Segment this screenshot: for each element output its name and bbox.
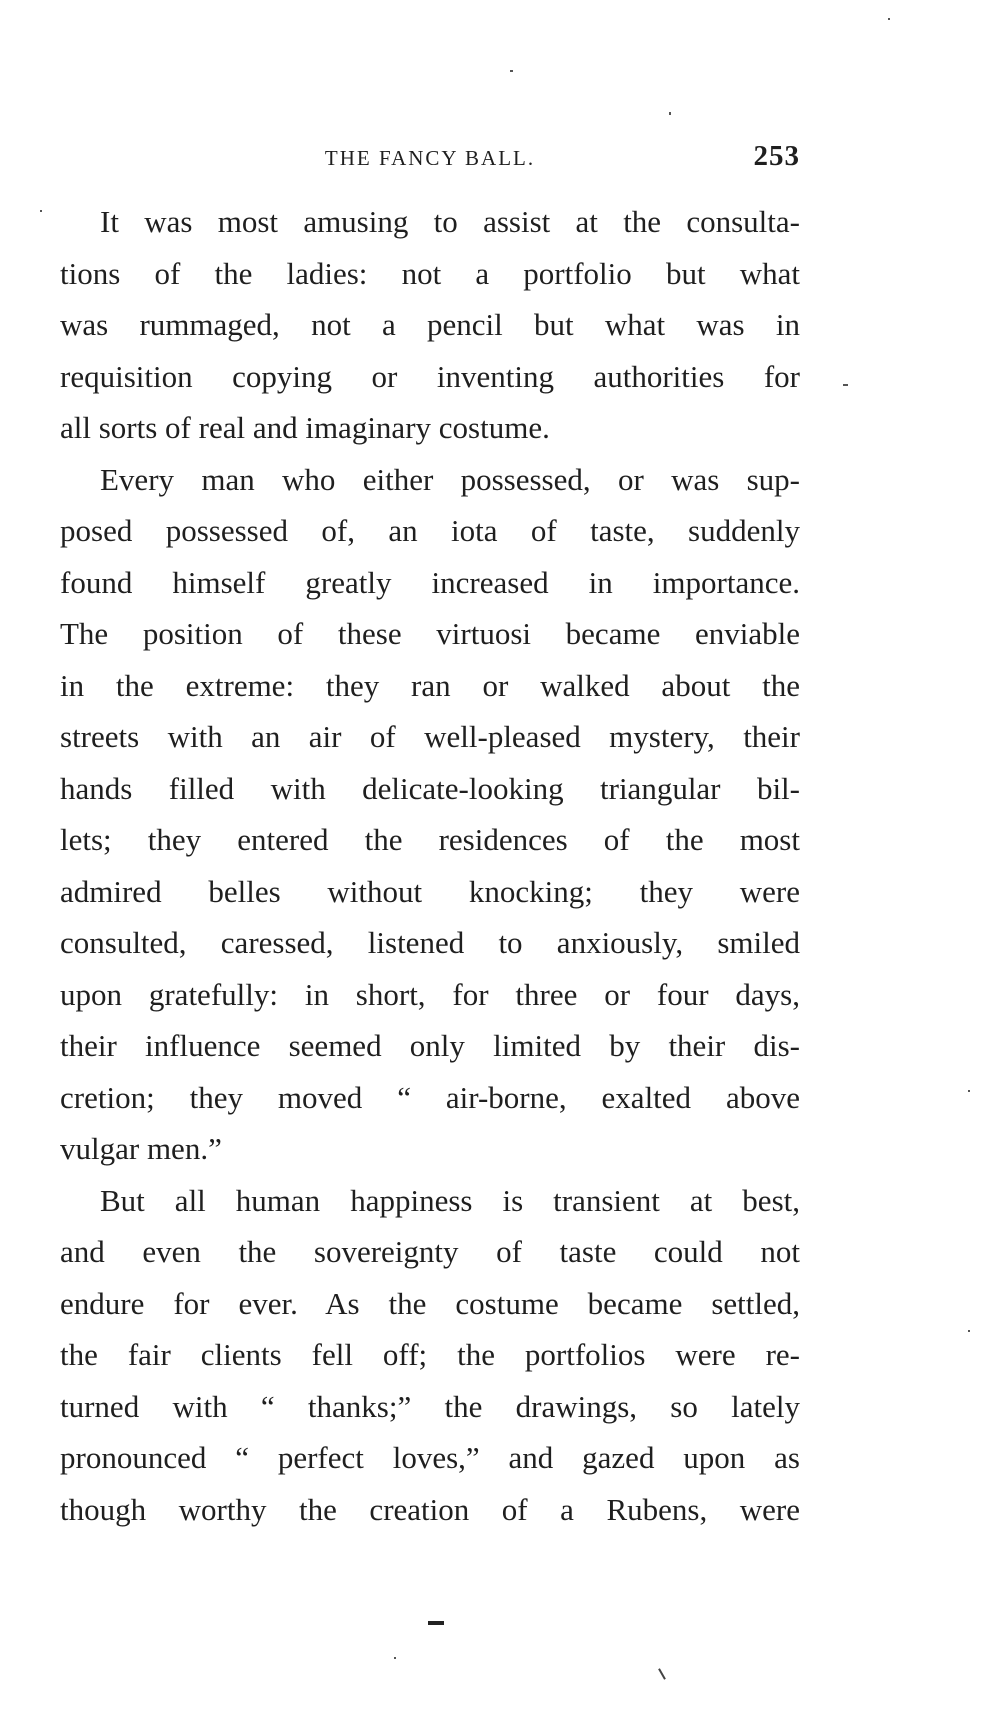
scan-speck: [843, 384, 848, 386]
text-line: streets with an air of well-pleased mystery, their: [60, 719, 800, 754]
page-number: 253: [753, 140, 800, 172]
text-line: cretion; they moved “ air-borne, exalted above: [60, 1079, 800, 1115]
body-text: [60, 196, 800, 1535]
text-line: their influence seemed only limited by their dis-: [60, 1028, 800, 1063]
running-title: THE FANCY BALL.: [324, 146, 536, 170]
scan-tick-mark: [658, 1668, 666, 1679]
running-header: [60, 138, 800, 178]
text-line: consulted, caressed, listened to anxiously, smiled: [60, 925, 800, 960]
text-line: The position of these virtuosi became enviable: [60, 616, 800, 651]
paragraph-3: [60, 1175, 800, 1536]
text-line: upon gratefully: in short, for three or four days,: [60, 976, 800, 1012]
text-line: turned with “ thanks;” the drawings, so lately: [60, 1388, 800, 1424]
text-line: posed possessed of, an iota of taste, suddenly: [60, 513, 800, 548]
text-line: requisition copying or inventing authorities for: [60, 358, 800, 394]
paragraph-2: [60, 454, 800, 1175]
text-line: But all human happiness is transient at best,: [100, 1182, 800, 1218]
text-line: and even the sovereignty of taste could not: [60, 1234, 800, 1269]
paragraph-1: [60, 196, 800, 454]
text-line: tions of the ladies: not a portfolio but what: [60, 255, 800, 291]
scan-speck: [888, 18, 890, 20]
scan-speck: [968, 1090, 970, 1092]
scan-speck: [968, 1330, 970, 1332]
text-line: endure for ever. As the costume became settled,: [60, 1285, 800, 1321]
text-line: the fair clients fell off; the portfolios were re-: [60, 1337, 800, 1372]
scan-speck: [40, 210, 42, 212]
scan-speck: [394, 1657, 396, 1659]
text-line: pronounced “ perfect loves,” and gazed upon as: [60, 1440, 800, 1475]
scan-speck: [669, 112, 671, 115]
text-line: admired belles without knocking; they were: [60, 873, 800, 909]
text-line: though worthy the creation of a Rubens, were: [60, 1491, 800, 1527]
text-line: found himself greatly increased in importance.: [60, 564, 800, 600]
text-line: was rummaged, not a pencil but what was in: [60, 307, 800, 342]
text-line: hands filled with delicate-looking triangular bil-: [60, 770, 800, 806]
text-line: vulgar men.”: [60, 1131, 222, 1166]
text-line: in the extreme: they ran or walked about the: [60, 667, 800, 703]
text-line: It was most amusing to assist at the consulta-: [100, 204, 800, 239]
text-line: Every man who either possessed, or was sup-: [100, 461, 800, 497]
scan-speck: [510, 70, 513, 72]
text-line: all sorts of real and imaginary costume.: [60, 410, 550, 445]
scan-dash-mark: [428, 1621, 444, 1625]
text-line: lets; they entered the residences of the most: [60, 822, 800, 857]
